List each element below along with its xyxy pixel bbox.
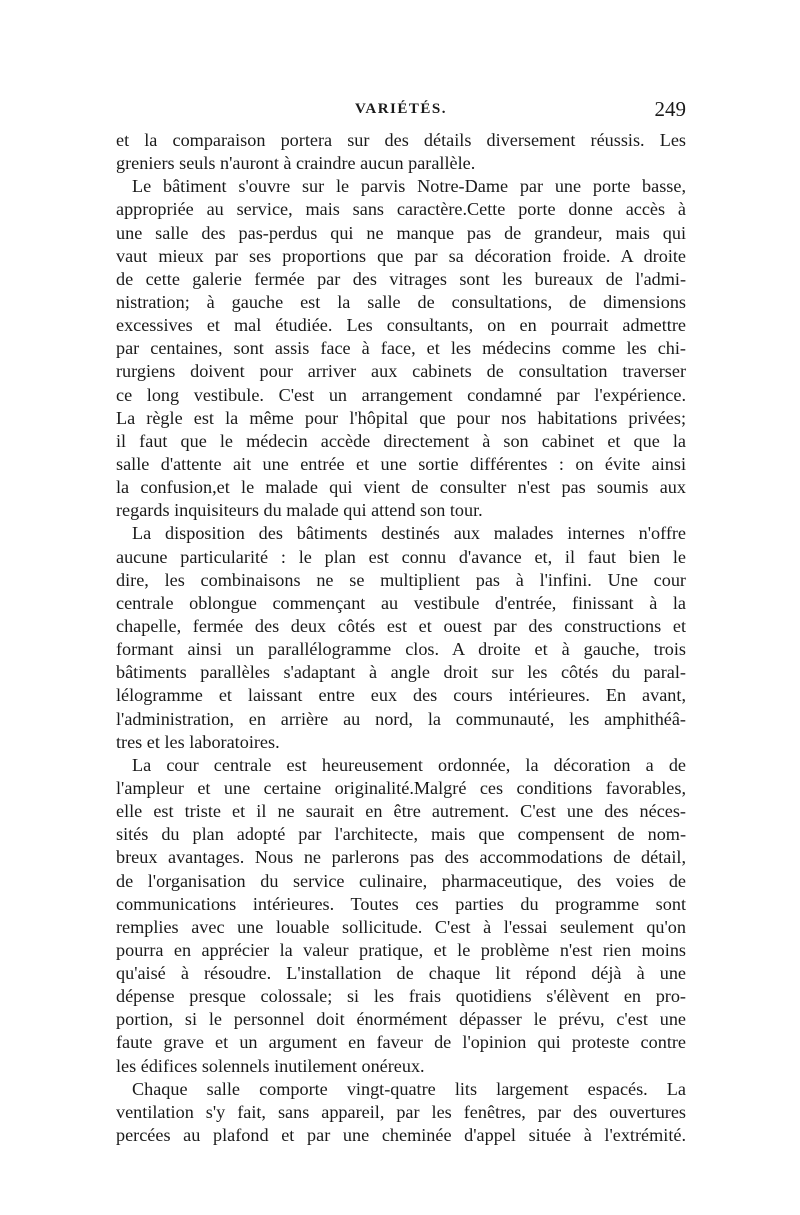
text-line: vaut mieux par ses proportions que par sa décoration froide. A droite xyxy=(116,245,686,266)
text-line: elle est triste et il ne saurait en être autrement. C'est une des néces- xyxy=(116,801,686,822)
paragraph xyxy=(116,1078,686,1147)
text-line: percées au plafond et par une cheminée d'appel située à l'extrémité. xyxy=(116,1125,686,1146)
text-line: bâtiments parallèles s'adaptant à angle droit sur les côtés du paral- xyxy=(116,662,686,683)
text-line: Chaque salle comporte vingt-quatre lits largement espacés. La xyxy=(132,1078,686,1099)
text-line: tres et les laboratoires. xyxy=(116,731,280,752)
text-line: portion, si le personnel doit énormément dépasser le prévu, c'est une xyxy=(116,1009,686,1030)
text-line: excessives et mal étudiée. Les consultants, on en pourrait admettre xyxy=(116,315,686,336)
text-line: appropriée au service, mais sans caractère.Cette porte donne accès à xyxy=(116,199,686,220)
paragraph xyxy=(116,754,686,1078)
text-line: remplies avec une louable sollicitude. C'est à l'essai seulement qu'on xyxy=(116,916,686,937)
running-head xyxy=(116,97,686,125)
text-line: greniers seuls n'auront à craindre aucun parallèle. xyxy=(116,153,476,174)
text-line: par centaines, sont assis face à face, et les médecins comme les chi- xyxy=(116,338,686,359)
text-line: La cour centrale est heureusement ordonnée, la décoration a de xyxy=(132,754,686,775)
text-line: il faut que le médecin accède directement à son cabinet et que la xyxy=(116,430,686,451)
page-number: 249 xyxy=(654,97,686,121)
text-line: Le bâtiment s'ouvre sur le parvis Notre-Dame par une porte basse, xyxy=(132,176,686,197)
text-line: chapelle, fermée des deux côtés est et ouest par des constructions et xyxy=(116,615,686,636)
text-line: dire, les combinaisons ne se multiplient pas à l'infini. Une cour xyxy=(116,569,686,590)
text-line: ventilation s'y fait, sans appareil, par les fenêtres, par des ouvertures xyxy=(116,1101,686,1122)
text-line: formant ainsi un parallélogramme clos. A droite et à gauche, trois xyxy=(116,639,686,660)
text-line: l'administration, en arrière au nord, la communauté, les amphithéâ- xyxy=(116,708,686,729)
text-line: rurgiens doivent pour arriver aux cabinets de consultation traverser xyxy=(116,361,686,382)
text-line: salle d'attente ait une entrée et une sortie différentes : on évite ainsi xyxy=(116,453,686,474)
paragraph xyxy=(116,522,686,753)
paragraph xyxy=(116,129,686,175)
running-title: VARIÉTÉS. xyxy=(354,101,447,117)
text-line: et la comparaison portera sur des détails diversement réussis. Les xyxy=(116,130,686,150)
text-line: les édifices solennels inutilement onéreux. xyxy=(116,1055,425,1076)
text-line: sités du plan adopté par l'architecte, mais que compensent de nom- xyxy=(116,824,686,845)
text-line: une salle des pas-perdus qui ne manque pas de grandeur, mais qui xyxy=(116,222,686,243)
text-line: dépense presque colossale; si les frais quotidiens s'élèvent en pro- xyxy=(116,986,686,1007)
text-line: l'ampleur et une certaine originalité.Malgré ces conditions favorables, xyxy=(116,777,686,798)
text-line: regards inquisiteurs du malade qui attend son tour. xyxy=(116,500,483,521)
text-line: La règle est la même pour l'hôpital que pour nos habitations privées; xyxy=(116,407,686,428)
text-line: qu'aisé à résoudre. L'installation de chaque lit répond déjà à une xyxy=(116,963,686,984)
text-line: faute grave et un argument en faveur de l'opinion qui proteste contre xyxy=(116,1032,686,1053)
text-line: La disposition des bâtiments destinés aux malades internes n'offre xyxy=(132,523,686,544)
text-line: de cette galerie fermée par des vitrages sont les bureaux de l'admi- xyxy=(116,268,686,289)
text-line: aucune particularité : le plan est connu d'avance et, il faut bien le xyxy=(116,546,686,567)
text-line: lélogramme et laissant entre eux des cours intérieures. En avant, xyxy=(116,685,686,706)
text-line: communications intérieures. Toutes ces parties du programme sont xyxy=(116,893,686,914)
text-line: la confusion,et le malade qui vient de consulter n'est pas soumis aux xyxy=(116,477,686,498)
text-line: centrale oblongue commençant au vestibule d'entrée, finissant à la xyxy=(116,592,686,613)
text-line: breux avantages. Nous ne parlerons pas des accommodations de détail, xyxy=(116,847,686,868)
text-line: ce long vestibule. C'est un arrangement condamné par l'expérience. xyxy=(116,384,686,405)
text-body xyxy=(116,129,686,1147)
paragraph xyxy=(116,175,686,522)
text-line: de l'organisation du service culinaire, pharmaceutique, des voies de xyxy=(116,870,686,891)
text-line: nistration; à gauche est la salle de consultations, de dimensions xyxy=(116,291,686,312)
text-line: pourra en apprécier la valeur pratique, et le problème n'est rien moins xyxy=(116,939,686,960)
